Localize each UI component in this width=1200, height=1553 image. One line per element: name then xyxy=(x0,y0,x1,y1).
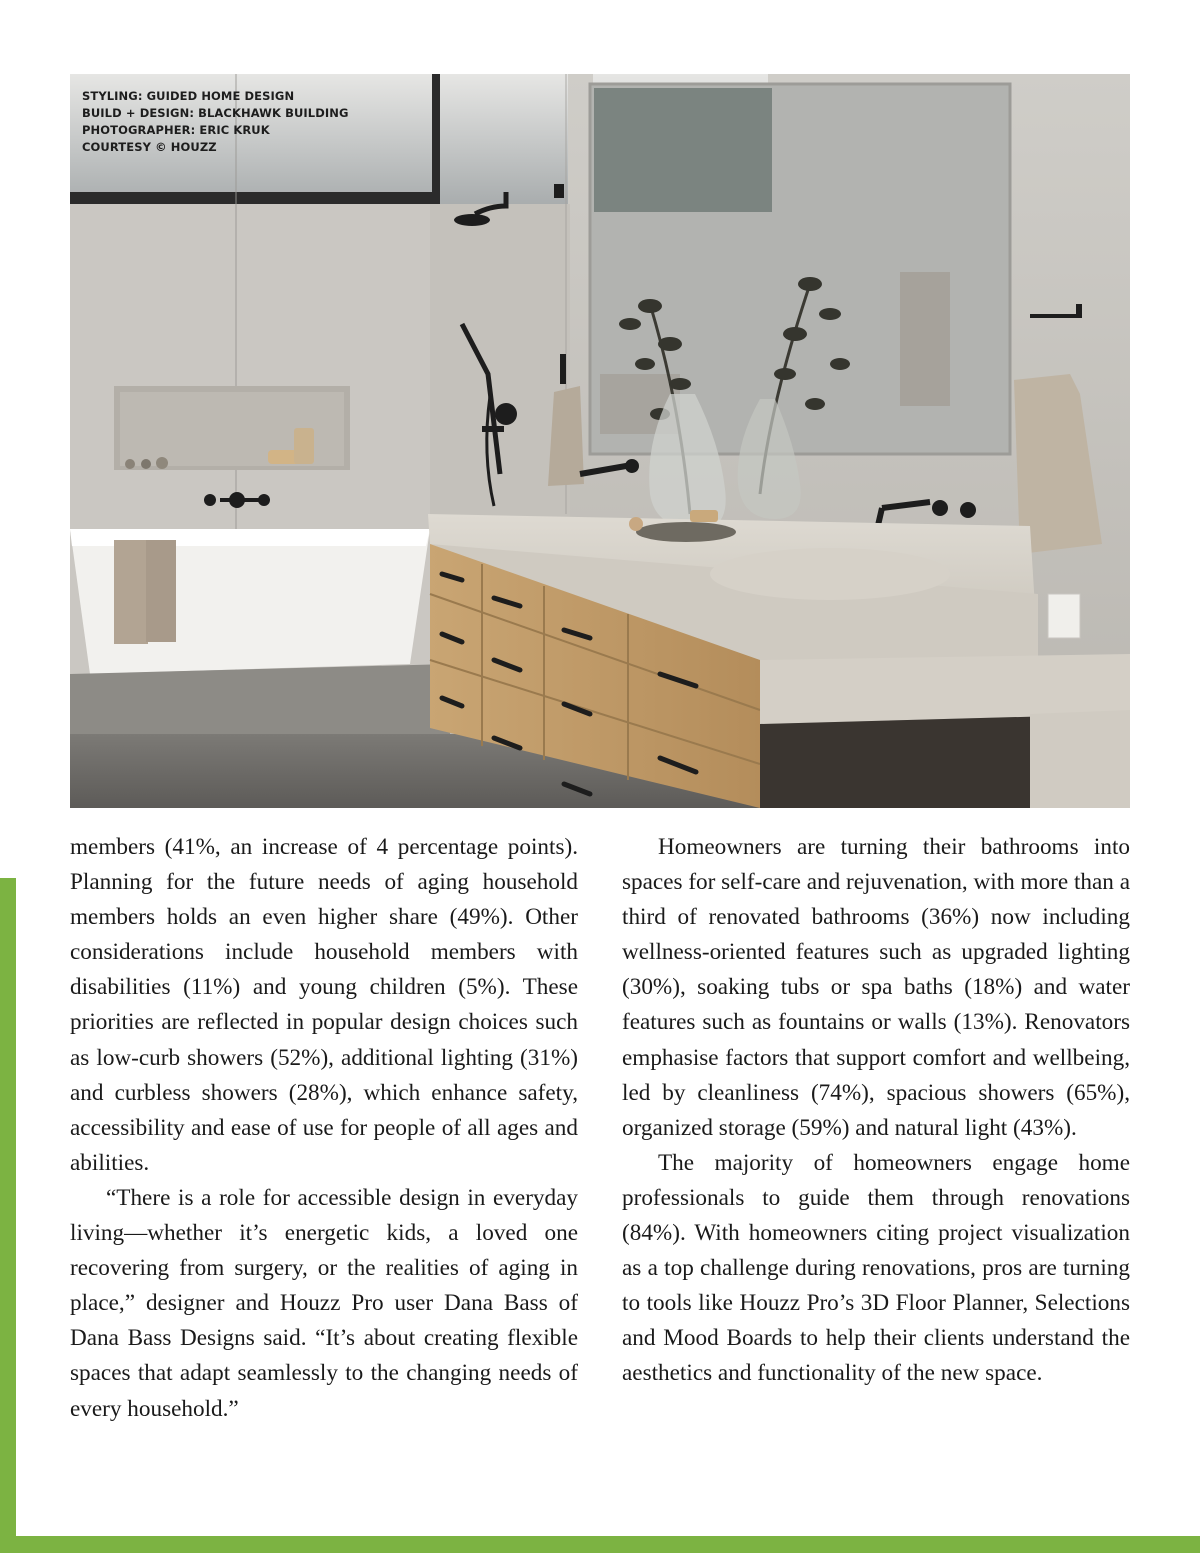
credit-line: STYLING: GUIDED HOME DESIGN xyxy=(82,89,295,103)
quote-paragraph: “There is a role for accessible design in everyday living—whether it’s energetic kids, a loved one recovering from surgery, or the realities of aging in place,” designer and Houzz Pro user Dana Bass of Dana Bass Designs said. “It’s about creating flexible spaces that adapt seamlessly to the changing needs of every household.” xyxy=(70,1184,578,1422)
paragraph: The majority of homeowners engage home professionals to guide them through renovations (84%). With homeowners citing project visualization as a top challenge during renovations, pros are turning to tools like Houzz Pro’s 3D Floor Planner, Selections and Mood Boards to help their clients understand the aesthetics and functionality of the new space. xyxy=(622,1149,1130,1387)
article-column-left xyxy=(70,830,578,1427)
accent-bar-bottom xyxy=(0,1536,1200,1553)
bathroom-photo xyxy=(70,74,1130,808)
article-column-right xyxy=(622,830,1130,1392)
accent-bar-left xyxy=(0,878,16,1538)
credit-line: COURTESY © HOUZZ xyxy=(82,140,217,154)
paragraph: Homeowners are turning their bathrooms into spaces for self-care and rejuvenation, with more than a third of renovated bathrooms (36%) now including wellness-oriented features such as upgraded lighting (30%), soaking tubs or spa baths (18%) and water features such as fountains or walls (13%). Renovators emphasise factors that support comfort and wellbeing, led by cleanliness (74%), spacious showers (65%), organized storage (59%) and natural light (43%). xyxy=(622,834,1130,1141)
bathroom-illustration xyxy=(70,74,1130,808)
photo-credits xyxy=(82,88,348,156)
credit-line: PHOTOGRAPHER: ERIC KRUK xyxy=(82,123,270,137)
credit-line: BUILD + DESIGN: BLACKHAWK BUILDING xyxy=(82,106,349,120)
paragraph: members (41%, an increase of 4 percentage points). Planning for the future needs of aging household members holds an even higher share (49%). Other considerations include household members with disabilities (11%) and young children (5%). These priorities are reflected in popular design choices such as low-curb showers (52%), additional lighting (31%) and curbless showers (28%), which enhance safety, accessibility and ease of use for people of all ages and abilities. xyxy=(70,834,578,1176)
